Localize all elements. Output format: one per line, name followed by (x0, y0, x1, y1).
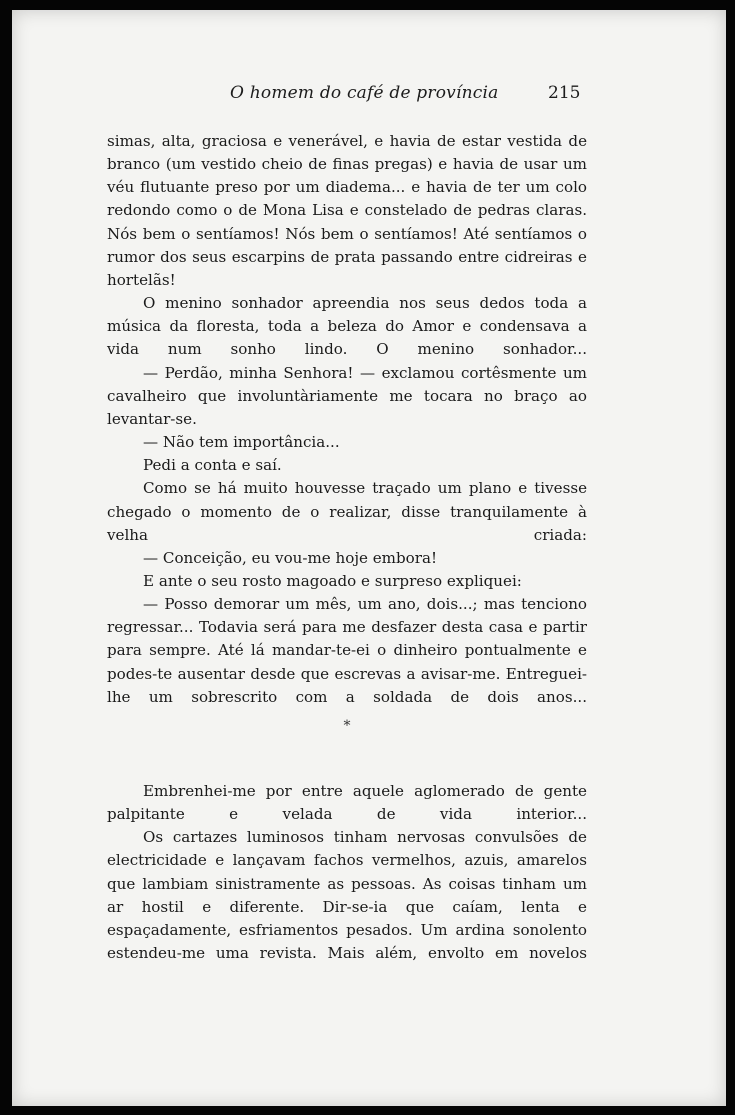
paragraph: E ante o seu rosto magoado e surpreso expliquei: (143, 571, 522, 590)
paragraph: — Não tem importância... (143, 433, 340, 452)
paragraph: — Posso demorar um mês, um ano, dois...; mas tenciono regressar... Todavia será para me desfazer desta casa e partir para sempre. Até lá mandar-te-ei o dinheiro pontualmente e podes-te ausentar desde que escrevas a avisar-me. Entreguei-lhe um sobrescrito com a soldada de dois anos... (107, 595, 587, 706)
paragraph: Como se há muito houvesse traçado um plano e tivesse chegado o momento de o realizar, disse tranquilamente à velha criada: (107, 479, 587, 544)
section-break (107, 709, 587, 780)
paragraph: Embrenhei-me por entre aquele aglomerado de gente palpitante e velada de vida interior... (107, 781, 587, 824)
paragraph: Os cartazes luminosos tinham nervosas convulsões de electricidade e lançavam fachos vermelhos, azuis, amarelos que lambiam sinistramente as pessoas. As coisas tinham um ar hostil e diferente. Dir-se-ia que caíam, lenta e espaçadamente, esfriamentos pesados. Um ardina sonolento estendeu-me uma revista. Mais além, envolto em novelos (107, 828, 587, 962)
paragraph: — Conceição, eu vou-me hoje embora! (143, 548, 438, 567)
body-text (107, 130, 587, 965)
book-page (12, 10, 726, 1106)
paragraph: — Perdão, minha Senhora! — exclamou cortêsmente um cavalheiro que involuntàriamente me tocara no braço ao levantar-se. (107, 363, 587, 428)
paragraph: Pedi a conta e saí. (143, 456, 282, 475)
paragraph: simas, alta, graciosa e venerável, e havia de estar vestida de branco (um vestido cheio de finas pregas) e havia de usar um véu flutuante preso por um diadema... e havia de ter um colo redondo como o de Mona Lisa e constelado de pedras claras. Nós bem o sentíamos! Nós bem o sentíamos! Até sentíamos o rumor dos seus escarpins de prata passando entre cidreiras e hortelãs! (107, 132, 587, 289)
page-number: 215 (548, 83, 581, 103)
running-title: O homem do café de província (230, 83, 499, 103)
asterism: * (343, 717, 351, 734)
page-header (12, 83, 726, 107)
paragraph: O menino sonhador apreendia nos seus dedos toda a música da floresta, toda a beleza do Amor e condensava a vida num sonho lindo. O menino sonhador... (107, 294, 587, 359)
